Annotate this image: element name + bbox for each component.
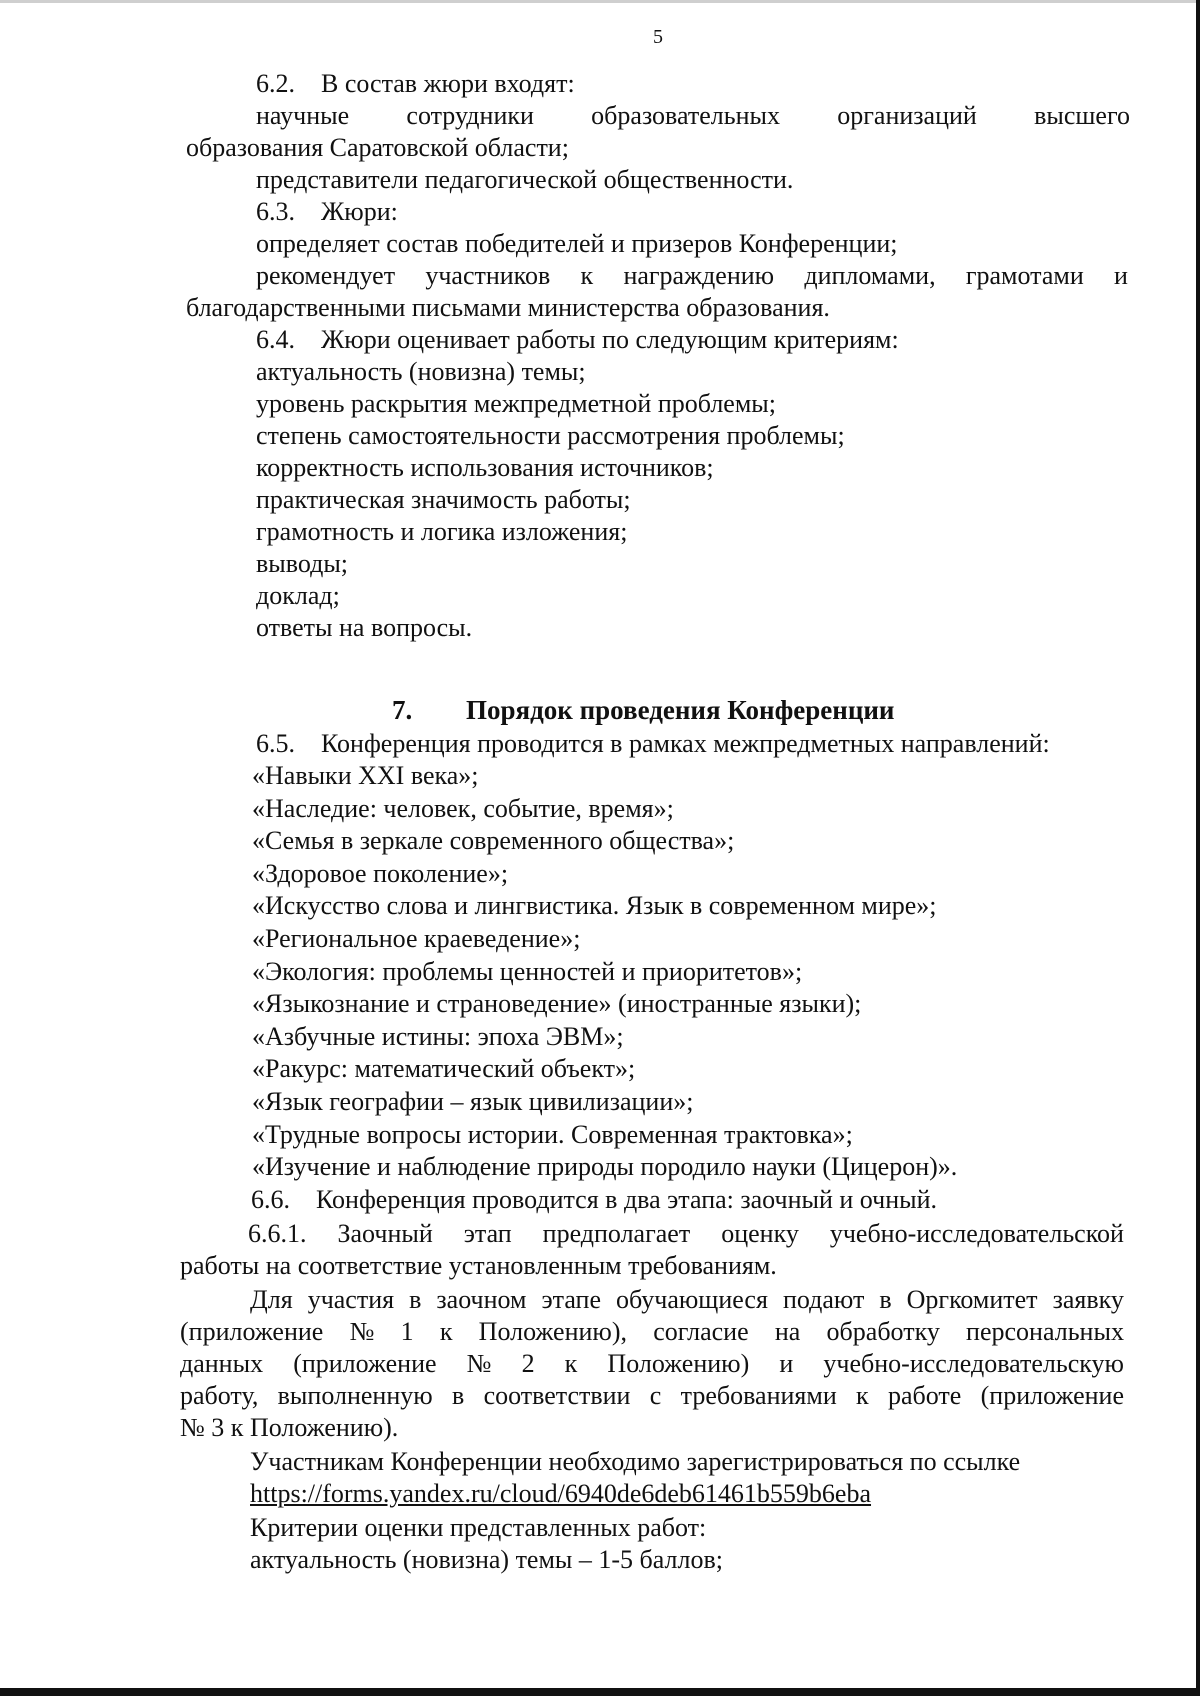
word: этап	[463, 1219, 512, 1248]
word: учебно-исследовательскую	[823, 1349, 1124, 1378]
participation-paragraph-line-5: № 3 к Положению).	[180, 1413, 399, 1442]
criteria-item: выводы;	[256, 549, 349, 578]
clause-6-2: 6.2. В состав жюри входят:	[256, 69, 575, 98]
criteria-item: доклад;	[256, 581, 340, 610]
word: Положению),	[478, 1317, 628, 1346]
word: дипломами,	[804, 261, 936, 290]
participation-paragraph-line-2	[180, 1316, 1124, 1348]
direction-item: «Региональное краеведение»;	[252, 924, 581, 953]
word: Заочный	[337, 1219, 433, 1248]
clause-6-2-item-1-line-1	[256, 100, 1130, 132]
registration-link[interactable]: https://forms.yandex.ru/cloud/6940de6deb61461b559b6eba	[250, 1479, 872, 1508]
page-number: 5	[653, 26, 663, 48]
word: персональных	[966, 1317, 1124, 1346]
word: подают	[782, 1285, 865, 1314]
participation-paragraph-line-3	[180, 1348, 1124, 1380]
word: работу,	[180, 1381, 259, 1410]
word: в	[451, 1381, 465, 1410]
word: 6.6.1.	[248, 1219, 307, 1248]
direction-item: «Изучение и наблюдение природы породило науки (Цицерон)».	[252, 1152, 958, 1182]
word: (приложение	[293, 1349, 437, 1378]
word: сотрудники	[406, 101, 534, 130]
criteria-item: корректность использования источников;	[256, 453, 714, 482]
word: в	[879, 1285, 892, 1314]
word: данных	[180, 1349, 264, 1378]
word: №	[349, 1317, 375, 1346]
scan-bottom-edge	[0, 1688, 1200, 1696]
evaluation-criterion-relevance: актуальность (новизна) темы – 1-5 баллов;	[250, 1545, 724, 1574]
word: организаций	[837, 101, 977, 130]
word: оценку	[721, 1219, 799, 1248]
word: научные	[256, 101, 350, 130]
word: высшего	[1034, 101, 1130, 130]
clause-6-3: 6.3. Жюри:	[256, 197, 398, 226]
scan-right-edge	[1196, 0, 1200, 1696]
word: соответствии	[483, 1381, 631, 1410]
word: к	[580, 261, 594, 290]
word: на	[774, 1317, 801, 1346]
clause-6-4: 6.4. Жюри оценивает работы по следующим критериям:	[256, 325, 899, 354]
word: к	[856, 1381, 869, 1410]
clause-6-3-item-2-line-1	[256, 260, 1128, 292]
word: заявку	[1052, 1285, 1124, 1314]
direction-item: «Наследие: человек, событие, время»;	[252, 793, 674, 823]
direction-item: «Искусство слова и лингвистика. Язык в современном мире»;	[252, 891, 937, 921]
clause-6-3-item-1: определяет состав победителей и призеров Конференции;	[256, 229, 898, 258]
direction-item: «Трудные вопросы истории. Современная трактовка»;	[252, 1119, 853, 1149]
word: работе	[888, 1381, 962, 1410]
clause-6-3-item-2-line-2: благодарственными письмами министерства образования.	[186, 293, 830, 322]
section-7-title: Порядок проведения Конференции	[466, 695, 895, 725]
word: участников	[425, 261, 551, 290]
word: с	[649, 1381, 662, 1410]
word: участия	[307, 1285, 395, 1314]
word: предполагает	[542, 1219, 691, 1248]
direction-item: «Здоровое поколение»;	[252, 858, 509, 888]
word: согласие	[653, 1317, 749, 1346]
word: 1	[400, 1317, 414, 1346]
word: и	[779, 1349, 794, 1378]
word: Оргкомитет	[906, 1285, 1038, 1314]
word: этапе	[541, 1285, 602, 1314]
word: в	[409, 1285, 422, 1314]
criteria-item: степень самостоятельности рассмотрения проблемы;	[256, 421, 845, 450]
word: рекомендует	[256, 261, 396, 290]
direction-item: «Навыки XXI века»;	[252, 761, 479, 790]
word: требованиями	[680, 1381, 837, 1410]
word: к	[564, 1349, 578, 1378]
direction-item: «Ракурс: математический объект»;	[252, 1054, 636, 1084]
criteria-item: грамотность и логика изложения;	[256, 517, 628, 546]
word: к	[439, 1317, 453, 1346]
scan-top-edge	[0, 0, 1200, 3]
section-7-number: 7.	[392, 695, 413, 725]
word: и	[1114, 261, 1128, 290]
word: учебно-исследовательской	[829, 1219, 1124, 1248]
word: выполненную	[277, 1381, 433, 1410]
word: 2	[521, 1349, 535, 1378]
clause-6-5: 6.5. Конференция проводится в рамках межпредметных направлений:	[256, 729, 1050, 758]
clause-6-6: 6.6. Конференция проводится в два этапа: заочный и очный.	[251, 1185, 937, 1214]
evaluation-criteria-title: Критерии оценки представленных работ:	[250, 1513, 707, 1542]
clause-6-2-item-1-line-2: образования Саратовской области;	[186, 133, 569, 162]
criteria-item: уровень раскрытия межпредметной проблемы;	[256, 389, 776, 418]
direction-item: «Экология: проблемы ценностей и приоритетов»;	[252, 956, 803, 986]
word: (приложение	[180, 1317, 324, 1346]
word: Для	[250, 1285, 293, 1314]
criteria-item: практическая значимость работы;	[256, 485, 631, 514]
word: образовательных	[591, 101, 780, 130]
direction-item: «Язык географии – язык цивилизации»;	[252, 1087, 694, 1116]
word: грамотами	[965, 261, 1084, 290]
participation-paragraph-line-1	[250, 1284, 1124, 1316]
clause-6-2-item-2: представители педагогической общественности.	[256, 165, 794, 194]
criteria-item: актуальность (новизна) темы;	[256, 357, 586, 386]
word: обучающиеся	[616, 1285, 768, 1314]
clause-6-6-1-line-2: работы на соответствие установленным требованиям.	[180, 1251, 777, 1280]
registration-text: Участникам Конференции необходимо зарегистрироваться по ссылке	[250, 1447, 1021, 1476]
clause-6-6-1-line-1	[248, 1218, 1124, 1250]
word: заочном	[436, 1285, 527, 1314]
word: №	[466, 1349, 492, 1378]
word: обработку	[826, 1317, 940, 1346]
direction-item: «Семья в зеркале современного общества»;	[252, 826, 735, 856]
word: награждению	[623, 261, 775, 290]
direction-item: «Языкознание и страноведение» (иностранные языки);	[252, 989, 862, 1019]
direction-item: «Азбучные истины: эпоха ЭВМ»;	[252, 1021, 624, 1051]
word: Положению)	[607, 1349, 750, 1378]
criteria-item: ответы на вопросы.	[256, 613, 473, 642]
word: (приложение	[980, 1381, 1124, 1410]
participation-paragraph-line-4	[180, 1380, 1124, 1412]
